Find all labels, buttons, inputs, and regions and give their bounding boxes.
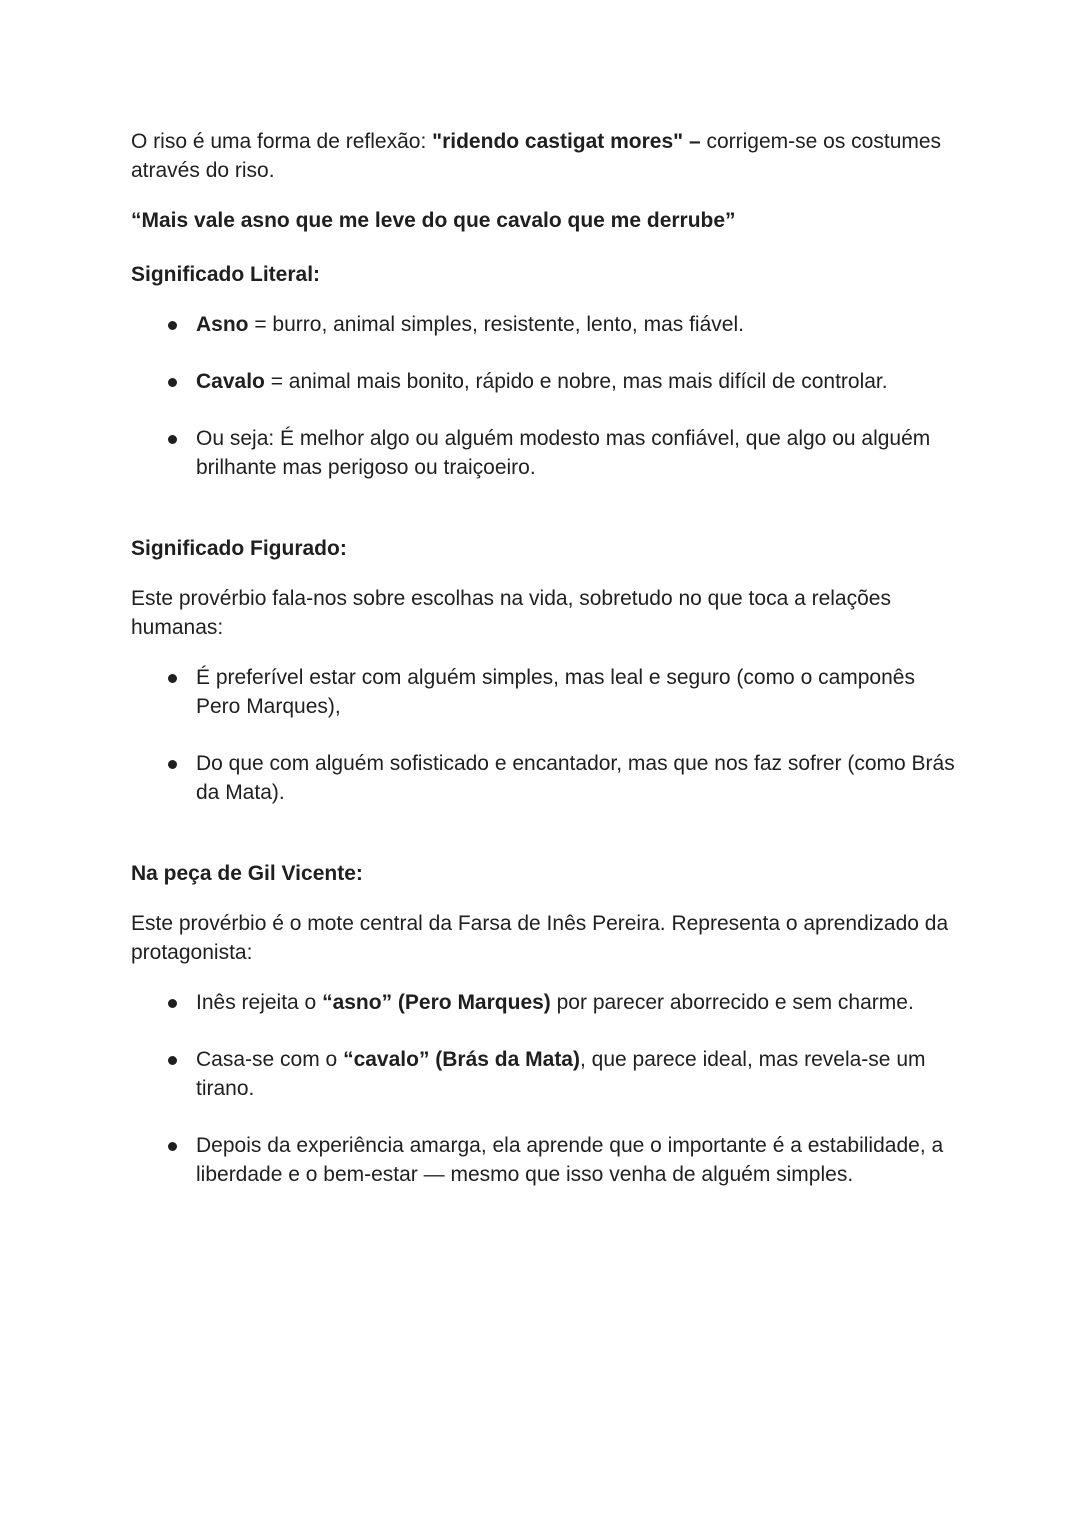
intro-prefix: O riso é uma forma de reflexão:: [131, 130, 433, 153]
figurado-list: [131, 663, 961, 807]
term-cavalo: Cavalo: [196, 370, 265, 393]
list-item: Asno = burro, animal simples, resistente, lento, mas fiável.: [131, 310, 961, 339]
intro-suffix: corrigem-se os costumes através do riso.: [131, 130, 942, 182]
term-cavalo-bras: “cavalo” (Brás da Mata): [343, 1048, 580, 1071]
list-item: Casa-se com o “cavalo” (Brás da Mata), que parece ideal, mas revela-se um tirano.: [131, 1045, 961, 1103]
list-item: Do que com alguém sofisticado e encantador, mas que nos faz sofrer (como Brás da Mata).: [131, 749, 961, 807]
term-asno: Asno: [196, 313, 249, 336]
list-item: Cavalo = animal mais bonito, rápido e nobre, mas mais difícil de controlar.: [131, 367, 961, 396]
intro-latin-phrase: "ridendo castigat mores" –: [432, 130, 701, 153]
peca-list: [131, 988, 961, 1189]
proverb-quote: “Mais vale asno que me leve do que cavalo que me derrube”: [131, 209, 736, 232]
figurado-paragraph: Este provérbio fala-nos sobre escolhas na vida, sobretudo no que toca a relações humanas:: [131, 587, 891, 639]
heading-figurado: Significado Figurado:: [131, 537, 347, 560]
intro-paragraph: [131, 127, 961, 185]
peca-paragraph: Este provérbio é o mote central da Farsa de Inês Pereira. Representa o aprendizado da protagonista:: [131, 912, 949, 964]
list-item: Depois da experiência amarga, ela aprende que o importante é a estabilidade, a liberdade e o bem-estar — mesmo que isso venha de alguém simples.: [131, 1131, 961, 1189]
heading-peca: Na peça de Gil Vicente:: [131, 862, 363, 885]
list-item: Ou seja: É melhor algo ou alguém modesto mas confiável, que algo ou alguém brilhante mas perigoso ou traiçoeiro.: [131, 424, 961, 482]
list-item: É preferível estar com alguém simples, mas leal e seguro (como o camponês Pero Marques),: [131, 663, 961, 721]
document-page: [131, 127, 961, 1189]
term-asno-pero: “asno” (Pero Marques): [322, 991, 551, 1014]
literal-list: [131, 310, 961, 482]
heading-literal: Significado Literal:: [131, 263, 321, 286]
list-item: Inês rejeita o “asno” (Pero Marques) por parecer aborrecido e sem charme.: [131, 988, 961, 1017]
